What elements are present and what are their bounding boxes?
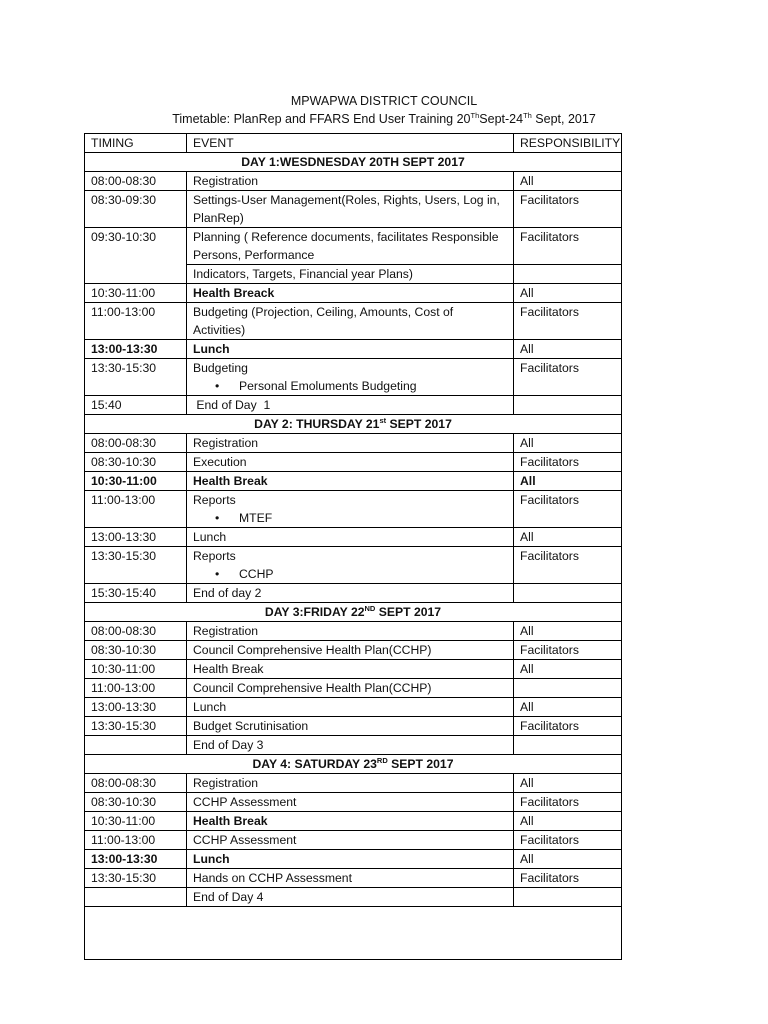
responsibility-cell [514,584,622,603]
responsibility-cell: All [514,284,622,303]
table-row [85,453,622,472]
table-row [85,584,622,603]
responsibility-cell: Facilitators [514,641,622,660]
table-row [85,641,622,660]
timing-cell: 13:00-13:30 [85,340,187,359]
timing-cell: 15:30-15:40 [85,584,187,603]
responsibility-cell: Facilitators [514,831,622,850]
timing-cell: 10:30-11:00 [85,284,187,303]
document-subtitle [0,112,768,126]
event-cell: End of Day 4 [187,888,514,907]
responsibility-cell: Facilitators [514,303,622,340]
event-cell: Execution [187,453,514,472]
bullet-item: • MTEF [193,509,507,527]
responsibility-cell: Facilitators [514,228,622,265]
timing-cell: 10:30-11:00 [85,472,187,491]
responsibility-cell: Facilitators [514,547,622,584]
day4-heading [85,755,622,774]
event-cell: Registration [187,434,514,453]
event-cell: End of Day 1 [187,396,514,415]
timing-cell: 13:30-15:30 [85,359,187,396]
table-row [85,850,622,869]
event-cell: Lunch [187,850,514,869]
event-cell: Budgeting (Projection, Ceiling, Amounts, Cost of Activities) [187,303,514,340]
table-row [85,774,622,793]
event-cell: Budget Scrutinisation [187,717,514,736]
day-label: SEPT 2017 [375,605,442,619]
timing-cell: 10:30-11:00 [85,660,187,679]
timing-cell: 13:30-15:30 [85,717,187,736]
table-row [85,284,622,303]
responsibility-cell: All [514,434,622,453]
event-cell: End of day 2 [187,584,514,603]
responsibility-cell [514,888,622,907]
responsibility-cell: All [514,660,622,679]
timing-cell: 09:30-10:30 [85,228,187,265]
timing-cell: 13:00-13:30 [85,850,187,869]
timing-cell: 08:00-08:30 [85,172,187,191]
event-cell [187,491,514,528]
responsibility-cell: All [514,774,622,793]
table-row [85,869,622,888]
document-title: MPWAPWA DISTRICT COUNCIL [290,94,478,108]
table-row [85,340,622,359]
responsibility-cell [514,679,622,698]
event-cell: Settings-User Management(Roles, Rights, Users, Log in, PlanRep) [187,191,514,228]
responsibility-cell [514,265,622,284]
bullet-item: • Personal Emoluments Budgeting [193,377,507,395]
event-cell: Registration [187,774,514,793]
responsibility-cell: Facilitators [514,793,622,812]
timing-cell: 13:00-13:30 [85,528,187,547]
table-row [85,265,622,284]
event-cell: Health Break [187,812,514,831]
table-row [85,191,622,228]
event-cell: Health Break [187,660,514,679]
event-cell: Registration [187,622,514,641]
timing-cell [85,265,187,284]
timing-cell: 11:00-13:00 [85,303,187,340]
day-label: DAY 4: SATURDAY 23 [252,757,377,771]
event-cell: Indicators, Targets, Financial year Plans) [187,265,514,284]
event-cell: Council Comprehensive Health Plan(CCHP) [187,641,514,660]
responsibility-cell: Facilitators [514,491,622,528]
timing-cell: 08:30-10:30 [85,793,187,812]
responsibility-cell: All [514,528,622,547]
responsibility-cell: All [514,172,622,191]
table-row [85,359,622,396]
responsibility-cell: Facilitators [514,453,622,472]
timing-cell: 13:30-15:30 [85,547,187,584]
responsibility-cell: All [514,698,622,717]
event-cell: CCHP Assessment [187,793,514,812]
day-label: SEPT 2017 [387,757,454,771]
timing-cell [85,888,187,907]
event-cell: Health Breack [187,284,514,303]
table-row [85,491,622,528]
empty-row [85,907,622,960]
subtitle-superscript: Th [523,110,532,120]
day-heading-row [85,755,622,774]
day-label: SEPT 2017 [386,417,452,431]
event-cell: Health Break [187,472,514,491]
table-row [85,528,622,547]
timing-cell: 13:30-15:30 [85,869,187,888]
table-row [85,303,622,340]
table-row [85,547,622,584]
day2-heading [85,415,622,434]
event-cell: End of Day 3 [187,736,514,755]
empty-cell [85,907,622,960]
event-cell: Planning ( Reference documents, facilitates Responsible Persons, Performance [187,228,514,265]
event-text: Reports [193,493,236,507]
timing-cell: 08:00-08:30 [85,434,187,453]
responsibility-cell: All [514,812,622,831]
responsibility-cell: All [514,340,622,359]
table-row [85,472,622,491]
header-row [85,134,622,153]
timetable [84,133,622,960]
day-heading-row [85,603,622,622]
event-text: Budgeting [193,361,248,375]
event-cell: Lunch [187,340,514,359]
table-row [85,888,622,907]
table-row [85,228,622,265]
day-heading-row [85,415,622,434]
day-label: DAY 2: THURSDAY 21 [254,417,380,431]
table-row [85,698,622,717]
responsibility-cell: All [514,850,622,869]
timing-cell: 08:00-08:30 [85,774,187,793]
event-cell [187,359,514,396]
responsibility-cell: Facilitators [514,717,622,736]
responsibility-cell [514,736,622,755]
day-label-superscript: ND [364,603,376,613]
table-row [85,831,622,850]
responsibility-cell: All [514,622,622,641]
table-row [85,622,622,641]
bullet-item: • CCHP [193,565,507,583]
header-event: EVENT [187,134,514,153]
day-label-superscript: st [379,415,387,425]
day-label-superscript: RD [376,755,388,765]
responsibility-cell: Facilitators [514,869,622,888]
day-label: DAY 3:FRIDAY 22 [264,605,365,619]
responsibility-cell: Facilitators [514,191,622,228]
header-responsibility: RESPONSIBILITY [514,134,622,153]
event-cell: Lunch [187,698,514,717]
table-row [85,434,622,453]
timing-cell: 11:00-13:00 [85,679,187,698]
table-row [85,396,622,415]
timing-cell: 08:30-09:30 [85,191,187,228]
event-cell: Hands on CCHP Assessment [187,869,514,888]
event-cell: Registration [187,172,514,191]
timing-cell: 11:00-13:00 [85,491,187,528]
timing-cell: 08:30-10:30 [85,641,187,660]
timing-cell: 10:30-11:00 [85,812,187,831]
timing-cell: 08:00-08:30 [85,622,187,641]
timing-cell: 15:40 [85,396,187,415]
subtitle-part: Sept, 2017 [531,112,596,126]
table-row [85,660,622,679]
subtitle-part: Sept-24 [479,112,524,126]
table-row [85,172,622,191]
day3-heading [85,603,622,622]
subtitle-part: Timetable: PlanRep and FFARS End User Training 20 [172,112,471,126]
event-cell: Lunch [187,528,514,547]
subtitle-superscript: Th [470,110,480,120]
timing-cell: 13:00-13:30 [85,698,187,717]
header-timing: TIMING [85,134,187,153]
event-text: Reports [193,549,236,563]
responsibility-cell: All [514,472,622,491]
table-row [85,793,622,812]
responsibility-cell [514,396,622,415]
timing-cell [85,736,187,755]
timing-cell: 08:30-10:30 [85,453,187,472]
event-cell [187,547,514,584]
event-cell: Council Comprehensive Health Plan(CCHP) [187,679,514,698]
timing-cell: 11:00-13:00 [85,831,187,850]
table-row [85,679,622,698]
table-row [85,736,622,755]
table-row [85,812,622,831]
event-cell: CCHP Assessment [187,831,514,850]
day1-heading: DAY 1:WESDNESDAY 20TH SEPT 2017 [85,153,622,172]
table-row [85,717,622,736]
day-heading-row [85,153,622,172]
responsibility-cell: Facilitators [514,359,622,396]
